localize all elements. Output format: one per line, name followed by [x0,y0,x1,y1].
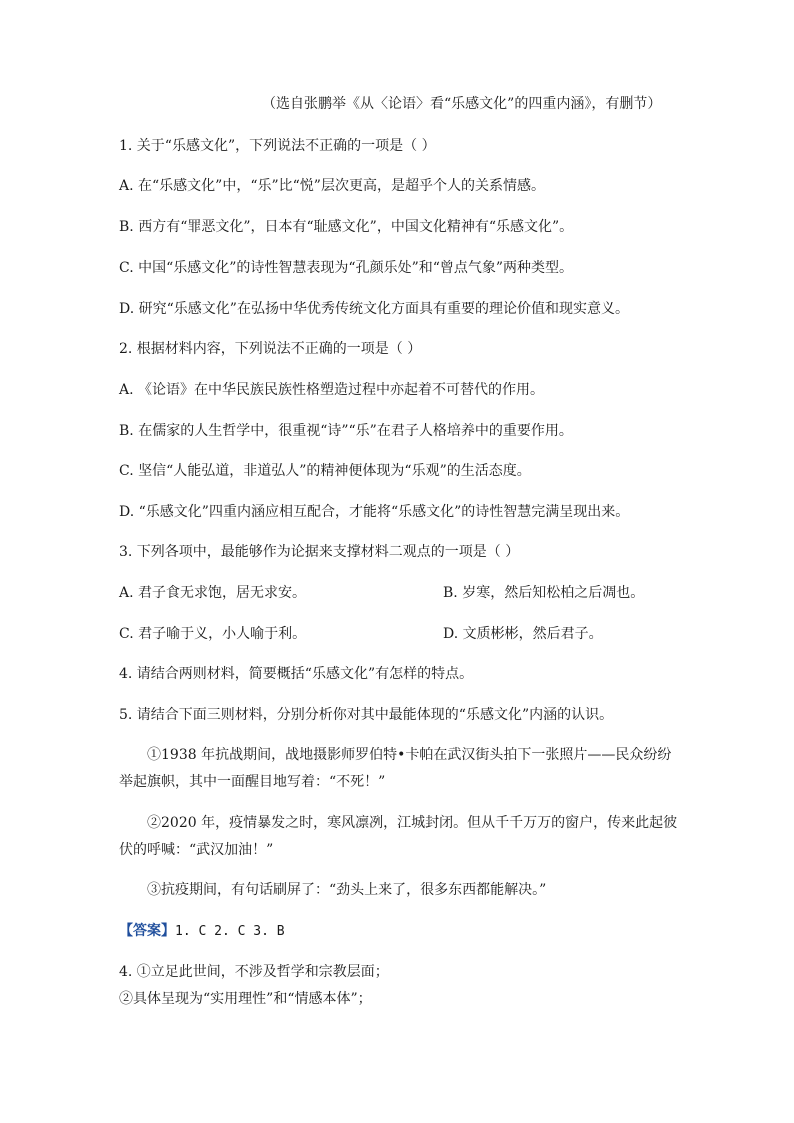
material-1-line-1: ①1938 年抗战期间，战地摄影师罗伯特•卡帕在武汉街头拍下一张照片——民众纷纷 [147,747,672,763]
question-5-stem: 5. 请结合下面三则材料，分别分析你对其中最能体现的“乐感文化”内涵的认识。 [119,707,614,723]
material-2-line-1: ②2020 年，疫情暴发之时，寒风凛冽，江城封闭。但从千千万万的窗户，传来此起彼 [147,815,678,831]
answer-label: 【答案】 [119,923,175,939]
material-2-line-2: 伏的呼喊：“武汉加油！” [119,842,274,858]
question-1-option-d: D. 研究“乐感文化”在弘扬中华优秀传统文化方面具有重要的理论价值和现实意义。 [119,301,629,317]
question-1-option-c: C. 中国“乐感文化”的诗性智慧表现为“孔颜乐处”和“曾点气象”两种类型。 [119,260,574,276]
question-3-option-d: D. 文质彬彬，然后君子。 [443,626,603,642]
question-3-option-a: A. 君子食无求饱，居无求安。 [119,585,307,601]
source-citation: （选自张鹏举《从〈论语〉看“乐感文化”的四重内涵》，有删节） [262,96,662,112]
question-2-stem: 2. 根据材料内容，下列说法不正确的一项是（ ） [119,341,422,357]
answer-4-line-2: ②具体呈现为“实用理性”和“情感本体”； [119,991,372,1007]
question-3-stem: 3. 下列各项中，最能够作为论据来支撑材料二观点的一项是（ ） [119,544,520,560]
question-3-option-b: B. 岁寒，然后知松柏之后凋也。 [443,585,645,601]
question-3-option-c: C. 君子喻于义，小人喻于利。 [119,626,307,642]
question-2-option-a: A. 《论语》在中华民族民族性格塑造过程中亦起着不可替代的作用。 [119,382,545,398]
question-1-stem: 1. 关于“乐感文化”，下列说法不正确的一项是（ ） [119,138,436,154]
question-2-option-c: C. 坚信“人能弘道，非道弘人”的精神便体现为“乐观”的生活态度。 [119,463,531,479]
question-1-option-b: B. 西方有“罪恶文化”，日本有“耻感文化”，中国文化精神有“乐感文化”。 [119,219,574,235]
answer-choices: 1. C 2. C 3. B [175,924,285,939]
question-1-option-a: A. 在“乐感文化”中，“乐”比“悦”层次更高，是超乎个人的关系情感。 [119,178,545,194]
material-1-line-2: 举起旗帜，其中一面醒目地写着：“不死！” [119,774,386,790]
answer-row [119,921,285,942]
question-2-option-b: B. 在儒家的人生哲学中，很重视“诗”“乐”在君子人格培养中的重要作用。 [119,423,573,439]
material-3-line-1: ③抗疫期间，有句话刷屏了：“劲头上来了，很多东西都能解决。” [147,882,547,898]
question-2-option-d: D. “乐感文化”四重内涵应相互配合，才能将“乐感文化”的诗性智慧完满呈现出来。 [119,504,630,520]
answer-4-line-1: 4. ①立足此世间，不涉及哲学和宗教层面； [119,964,389,980]
question-4-stem: 4. 请结合两则材料，简要概括“乐感文化”有怎样的特点。 [119,666,474,682]
